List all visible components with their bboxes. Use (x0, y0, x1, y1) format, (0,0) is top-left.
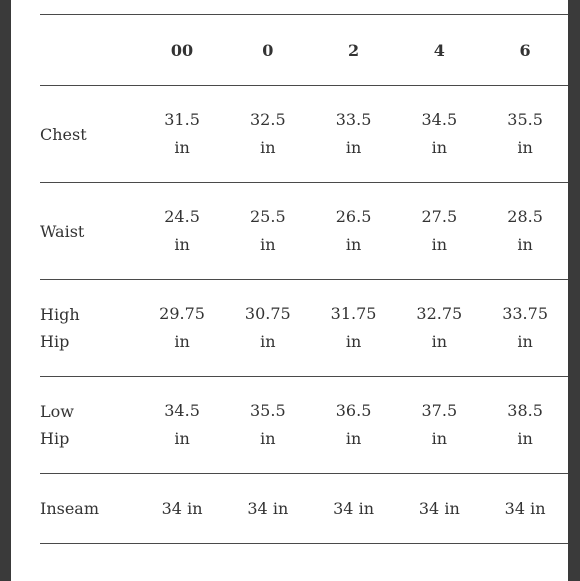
size-header-4: 4 (433, 40, 445, 60)
cell-value: 34 in (333, 498, 374, 518)
table-cell (482, 474, 568, 544)
cell-unit: in (174, 429, 190, 448)
row-label-waist (40, 183, 139, 280)
table-row-high-hip (40, 280, 568, 377)
cell-unit: in (174, 332, 190, 351)
cell-unit: in (431, 332, 448, 351)
cell-unit: in (345, 235, 362, 254)
row-label-line: Waist (40, 221, 85, 241)
table-row-low-hip (40, 377, 568, 474)
size-header-0: 0 (262, 40, 274, 60)
cell-unit: in (345, 138, 362, 157)
cell-value: 35.5 (250, 401, 286, 420)
table-cell (482, 280, 568, 377)
table-cell (396, 474, 482, 544)
table-cell (139, 183, 225, 280)
table-cell (311, 377, 397, 474)
table-cell (139, 377, 225, 474)
table-cell (311, 86, 397, 183)
row-label-line: Low (40, 402, 74, 421)
cell-value: 28.5 (507, 207, 543, 226)
cell-unit: in (431, 429, 448, 448)
row-label-chest (40, 86, 139, 183)
table-row-inseam (40, 474, 568, 544)
table-cell (139, 474, 225, 544)
table-cell (311, 474, 397, 544)
table-cell (396, 183, 482, 280)
cell-value: 36.5 (335, 401, 372, 420)
table-cell (225, 86, 311, 183)
table-cell (396, 86, 482, 183)
header-empty-cell (40, 15, 139, 86)
cell-value: 26.5 (335, 207, 372, 226)
cell-unit: in (260, 332, 276, 351)
row-label-high-hip (40, 280, 139, 377)
size-header-2: 2 (347, 40, 360, 60)
cell-value: 31.75 (330, 304, 377, 323)
row-label-line: Hip (40, 332, 70, 351)
row-label-line: Chest (40, 124, 87, 144)
cell-unit: in (345, 429, 362, 448)
cell-value: 34 in (504, 498, 546, 518)
table-cell (311, 183, 397, 280)
cell-unit: in (260, 138, 276, 157)
cell-value: 24.5 (164, 207, 200, 226)
cell-unit: in (517, 138, 533, 157)
table-cell (225, 377, 311, 474)
table-cell (225, 474, 311, 544)
row-label-line: High (40, 305, 80, 324)
size-header-row (40, 15, 568, 86)
cell-unit: in (517, 332, 533, 351)
cell-value: 27.5 (421, 207, 458, 226)
table-cell (396, 280, 482, 377)
cell-value: 25.5 (250, 207, 286, 226)
cell-unit: in (431, 235, 448, 254)
table-cell (482, 86, 568, 183)
size-header-6: 6 (519, 40, 531, 60)
row-label-line: Inseam (40, 499, 100, 518)
cell-value: 34 in (247, 498, 289, 518)
row-label-line: Hip (40, 429, 70, 448)
cell-unit: in (517, 235, 533, 254)
cell-unit: in (431, 138, 448, 157)
row-label-inseam (40, 474, 139, 544)
cell-value: 38.5 (507, 401, 543, 420)
table-cell (482, 377, 568, 474)
table-row-chest (40, 86, 568, 183)
cell-value: 32.75 (416, 304, 463, 323)
cell-value: 34 in (418, 498, 460, 518)
cell-unit: in (174, 138, 190, 157)
table-row-waist (40, 183, 568, 280)
table-cell (225, 183, 311, 280)
size-header-00: 00 (170, 40, 194, 60)
cell-value: 37.5 (421, 401, 458, 420)
size-chart-table (40, 14, 568, 544)
cell-unit: in (517, 429, 533, 448)
cell-value: 32.5 (250, 110, 286, 129)
cell-value: 33.5 (335, 110, 372, 129)
table-cell (139, 86, 225, 183)
cell-unit: in (174, 235, 190, 254)
cell-value: 31.5 (164, 110, 200, 129)
cell-unit: in (260, 235, 276, 254)
row-label-low-hip (40, 377, 139, 474)
cell-value: 34.5 (164, 401, 200, 420)
cell-value: 33.75 (502, 304, 548, 323)
table-cell (482, 183, 568, 280)
table-cell (225, 280, 311, 377)
cell-unit: in (345, 332, 362, 351)
cell-value: 30.75 (244, 304, 291, 323)
cell-value: 35.5 (507, 110, 543, 129)
table-cell (139, 280, 225, 377)
cell-value: 34 in (161, 498, 203, 518)
cell-value: 29.75 (159, 304, 205, 323)
cell-unit: in (260, 429, 276, 448)
cell-value: 34.5 (421, 110, 458, 129)
table-cell (311, 280, 397, 377)
table-cell (396, 377, 482, 474)
